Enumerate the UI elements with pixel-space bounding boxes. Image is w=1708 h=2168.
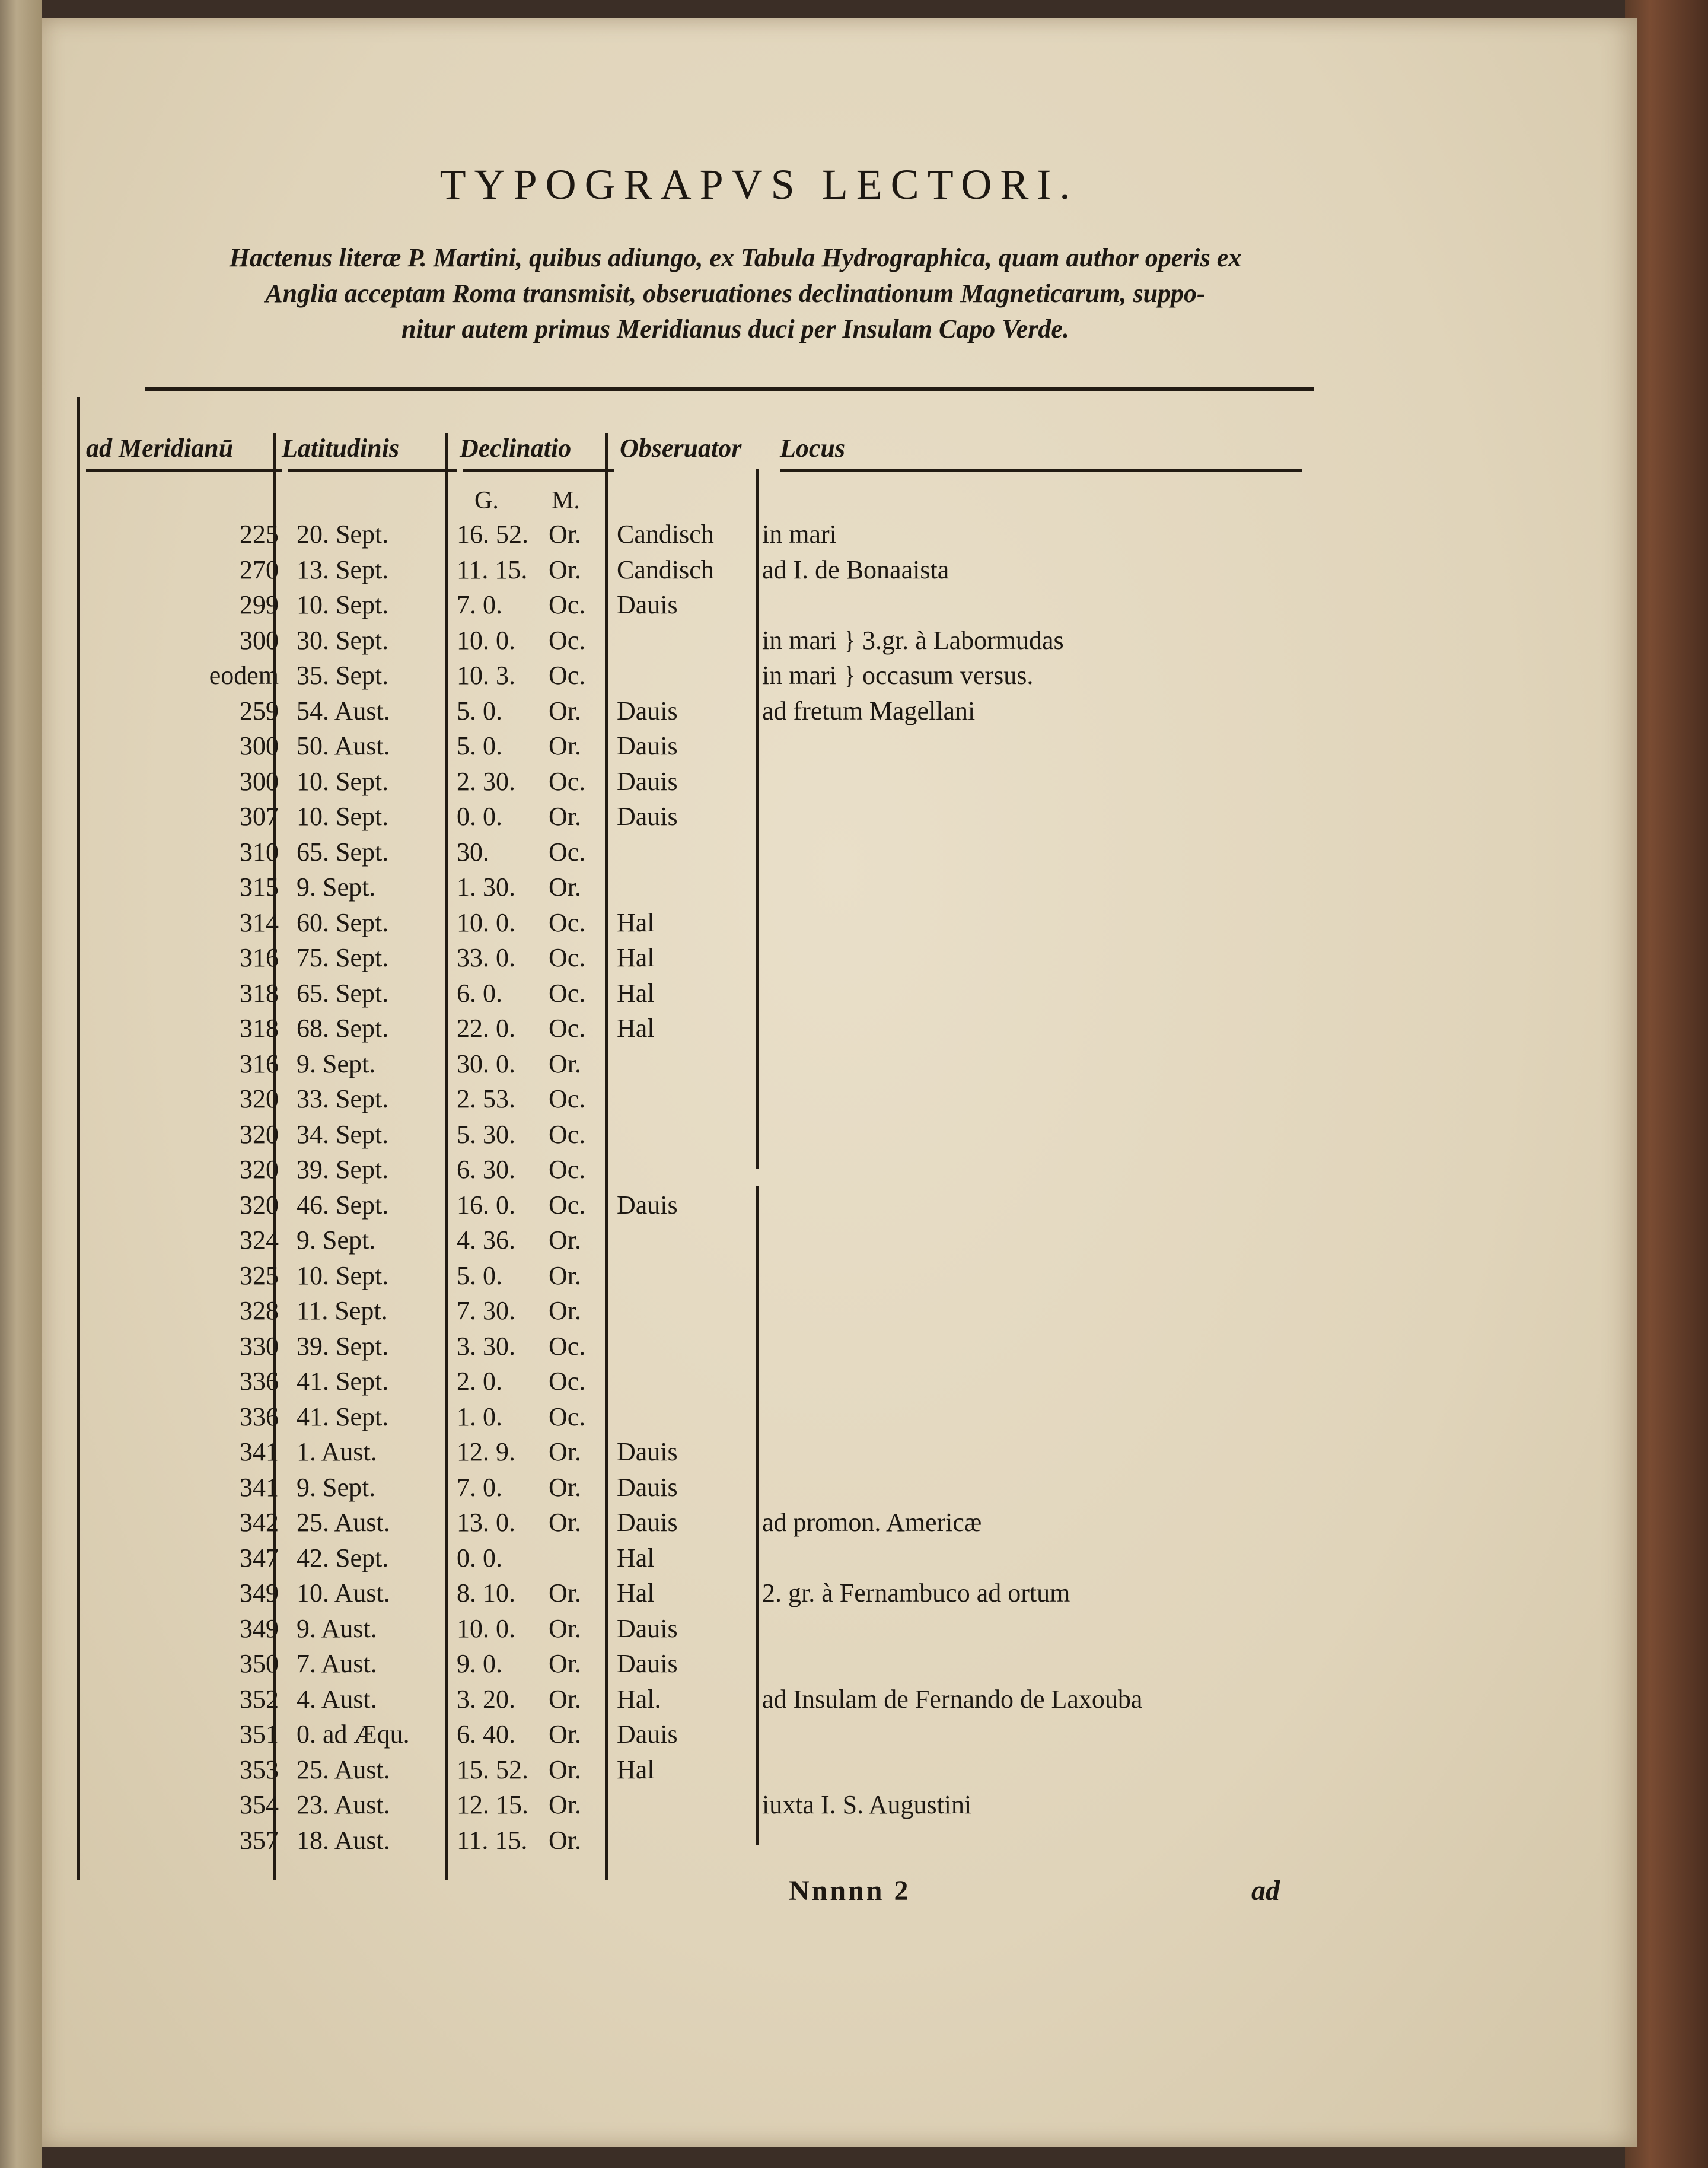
header-underline [288, 469, 457, 472]
meridian-cell: 259 [240, 696, 279, 725]
meridian-cell: 318 [240, 1014, 279, 1043]
table-row [42, 1790, 1637, 1824]
table-row [42, 555, 1637, 589]
declination-cell: 10. 0. [457, 625, 515, 655]
direction-cell: Or. [549, 1260, 581, 1290]
table-row [42, 1084, 1637, 1118]
meridian-cell: eodem [209, 661, 279, 690]
header-rule [145, 387, 1314, 391]
book-cover-left-edge [0, 0, 42, 2168]
declination-cell: 6. 30. [457, 1155, 515, 1184]
meridian-cell: 347 [240, 1543, 279, 1572]
direction-cell: Oc. [549, 766, 586, 796]
direction-cell: Or. [549, 1578, 581, 1607]
latitude-cell: 41. Sept. [297, 1402, 389, 1431]
meridian-cell: 341 [240, 1472, 279, 1502]
place-cell: 2. gr. à Fernambuco ad ortum [762, 1578, 1070, 1607]
latitude-cell: 41. Sept. [297, 1367, 389, 1396]
meridian-cell: 300 [240, 731, 279, 760]
direction-cell: Or. [549, 555, 581, 584]
declination-cell: 16. 0. [457, 1190, 515, 1220]
direction-cell: Or. [549, 731, 581, 760]
declination-cell: 8. 10. [457, 1578, 515, 1607]
latitude-cell: 10. Sept. [297, 1260, 389, 1290]
book-page [42, 18, 1637, 2147]
table-row [42, 1225, 1637, 1259]
signature-mark: Nnnnn 2 [789, 1875, 911, 1906]
table-row [42, 625, 1637, 660]
observer-cell: Hal [617, 908, 655, 937]
latitude-cell: 9. Sept. [297, 1472, 376, 1502]
table-row [42, 696, 1637, 730]
intro-line: Hactenus literæ P. Martini, quibus adiungo, ex Tabula Hydrographica, quam author operis ex [229, 243, 1242, 272]
declination-cell: 30. 0. [457, 1049, 515, 1078]
direction-cell: Or. [549, 1755, 581, 1784]
observer-cell: Dauis [617, 696, 678, 725]
direction-cell: Oc. [549, 625, 586, 655]
latitude-cell: 54. Aust. [297, 696, 390, 725]
latitude-cell: 25. Aust. [297, 1508, 390, 1537]
meridian-cell: 314 [240, 908, 279, 937]
observer-cell: Hal [617, 943, 655, 972]
latitude-cell: 10. Aust. [297, 1578, 390, 1607]
direction-cell: Or. [549, 696, 581, 725]
intro-line: nitur autem primus Meridianus duci per Insulam Capo Verde. [401, 314, 1069, 343]
meridian-cell: 330 [240, 1331, 279, 1361]
direction-cell: Or. [549, 1790, 581, 1819]
table-row [42, 1402, 1637, 1436]
meridian-cell: 349 [240, 1578, 279, 1607]
meridian-cell: 336 [240, 1367, 279, 1396]
direction-cell: Or. [549, 520, 581, 549]
intro-line: Anglia acceptam Roma transmisit, obseruationes declinationum Magneticarum, suppo- [265, 279, 1206, 308]
place-cell: ad promon. Americæ [762, 1508, 982, 1537]
table-row [42, 1719, 1637, 1753]
place-cell: in mari } occasum versus. [762, 661, 1034, 690]
subheader-minutes: M. [552, 487, 580, 514]
latitude-cell: 10. Sept. [297, 766, 389, 796]
declination-cell: 10. 0. [457, 908, 515, 937]
declination-cell: 7. 0. [457, 590, 502, 619]
meridian-cell: 357 [240, 1825, 279, 1855]
direction-cell: Oc. [549, 1331, 586, 1361]
page-title: TYPOGRAPVS LECTORI. [439, 161, 1079, 208]
intro-paragraph [113, 240, 1358, 347]
table-row [42, 1507, 1637, 1542]
meridian-cell: 320 [240, 1119, 279, 1149]
latitude-cell: 30. Sept. [297, 625, 389, 655]
direction-cell: Or. [549, 1472, 581, 1502]
declination-cell: 5. 0. [457, 1260, 502, 1290]
table-row [42, 1648, 1637, 1683]
meridian-cell: 353 [240, 1755, 279, 1784]
latitude-cell: 4. Aust. [297, 1684, 377, 1714]
subheader-degrees: G. [474, 487, 499, 514]
latitude-cell: 33. Sept. [297, 1084, 389, 1113]
latitude-cell: 10. Sept. [297, 802, 389, 831]
observer-cell: Dauis [617, 766, 678, 796]
declination-cell: 30. [457, 837, 489, 867]
observer-cell: Dauis [617, 1190, 678, 1220]
header-underline [780, 469, 1302, 472]
meridian-cell: 300 [240, 625, 279, 655]
observer-cell: Dauis [617, 802, 678, 831]
direction-cell: Oc. [549, 1367, 586, 1396]
declination-cell: 1. 0. [457, 1402, 502, 1431]
latitude-cell: 23. Aust. [297, 1790, 390, 1819]
table-row [42, 908, 1637, 942]
direction-cell: Oc. [549, 837, 586, 867]
table-row [42, 731, 1637, 765]
direction-cell: Oc. [549, 1402, 586, 1431]
header-underline [463, 469, 614, 472]
meridian-cell: 350 [240, 1649, 279, 1678]
meridian-cell: 354 [240, 1790, 279, 1819]
latitude-cell: 35. Sept. [297, 661, 389, 690]
table-row [42, 1755, 1637, 1789]
table-row [42, 872, 1637, 906]
meridian-cell: 318 [240, 978, 279, 1008]
direction-cell: Oc. [549, 1014, 586, 1043]
table-row [42, 1119, 1637, 1154]
declination-cell: 0. 0. [457, 1543, 502, 1572]
latitude-cell: 65. Sept. [297, 978, 389, 1008]
table-row [42, 1331, 1637, 1365]
declination-cell: 10. 3. [457, 661, 515, 690]
direction-cell: Oc. [549, 590, 586, 619]
observer-cell: Hal [617, 1755, 655, 1784]
table-row [42, 590, 1637, 624]
meridian-cell: 310 [240, 837, 279, 867]
meridian-cell: 341 [240, 1437, 279, 1466]
header-underline [86, 469, 282, 472]
declination-cell: 5. 0. [457, 696, 502, 725]
table-row [42, 519, 1637, 553]
meridian-cell: 316 [240, 1049, 279, 1078]
latitude-cell: 42. Sept. [297, 1543, 389, 1572]
declination-cell: 0. 0. [457, 802, 502, 831]
table-row [42, 1049, 1637, 1083]
catchword: ad [1251, 1875, 1280, 1906]
table-row [42, 766, 1637, 801]
table-row [42, 801, 1637, 836]
table-row [42, 1578, 1637, 1612]
direction-cell: Or. [549, 1296, 581, 1325]
observer-cell: Dauis [617, 590, 678, 619]
latitude-cell: 75. Sept. [297, 943, 389, 972]
meridian-cell: 352 [240, 1684, 279, 1714]
meridian-cell: 320 [240, 1190, 279, 1220]
observer-cell: Candisch [617, 555, 714, 584]
place-cell: in mari } 3.gr. à Labormudas [762, 625, 1064, 655]
latitude-cell: 1. Aust. [297, 1437, 377, 1466]
latitude-cell: 0. ad Æqu. [297, 1720, 410, 1749]
declination-cell: 5. 0. [457, 731, 502, 760]
direction-cell: Or. [549, 1649, 581, 1678]
meridian-cell: 270 [240, 555, 279, 584]
table-row [42, 1154, 1637, 1189]
place-cell: ad Insulam de Fernando de Laxouba [762, 1684, 1143, 1714]
direction-cell: Or. [549, 873, 581, 902]
meridian-cell: 320 [240, 1084, 279, 1113]
direction-cell: Oc. [549, 1155, 586, 1184]
place-cell: iuxta I. S. Augustini [762, 1790, 972, 1819]
declination-cell: 12. 15. [457, 1790, 528, 1819]
direction-cell: Oc. [549, 908, 586, 937]
table-row [42, 1437, 1637, 1471]
declination-cell: 15. 52. [457, 1755, 528, 1784]
table-row [42, 1613, 1637, 1648]
observer-cell: Dauis [617, 1508, 678, 1537]
observer-cell: Hal. [617, 1684, 661, 1714]
direction-cell: Or. [549, 802, 581, 831]
observer-cell: Dauis [617, 1613, 678, 1643]
table-row [42, 1472, 1637, 1507]
direction-cell: Or. [549, 1437, 581, 1466]
declination-cell: 1. 30. [457, 873, 515, 902]
observer-cell: Candisch [617, 520, 714, 549]
latitude-cell: 46. Sept. [297, 1190, 389, 1220]
declination-cell: 2. 53. [457, 1084, 515, 1113]
direction-cell: Oc. [549, 1084, 586, 1113]
declination-cell: 2. 0. [457, 1367, 502, 1396]
meridian-cell: 320 [240, 1155, 279, 1184]
declination-cell: 33. 0. [457, 943, 515, 972]
latitude-cell: 9. Aust. [297, 1613, 377, 1643]
latitude-cell: 10. Sept. [297, 590, 389, 619]
declination-cell: 22. 0. [457, 1014, 515, 1043]
latitude-cell: 68. Sept. [297, 1014, 389, 1043]
meridian-cell: 351 [240, 1720, 279, 1749]
direction-cell: Or. [549, 1825, 581, 1855]
direction-cell: Or. [549, 1720, 581, 1749]
table-row [42, 660, 1637, 695]
latitude-cell: 13. Sept. [297, 555, 389, 584]
latitude-cell: 25. Aust. [297, 1755, 390, 1784]
declination-cell: 12. 9. [457, 1437, 515, 1466]
observer-cell: Hal [617, 1014, 655, 1043]
declination-cell: 11. 15. [457, 555, 528, 584]
meridian-cell: 225 [240, 520, 279, 549]
declination-cell: 13. 0. [457, 1508, 515, 1537]
meridian-cell: 300 [240, 766, 279, 796]
direction-cell: Oc. [549, 1119, 586, 1149]
declination-cell: 2. 30. [457, 766, 515, 796]
direction-cell: Or. [549, 1049, 581, 1078]
table-row [42, 1684, 1637, 1718]
col-header-place: Locus [780, 434, 845, 463]
direction-cell: Or. [549, 1225, 581, 1255]
observer-cell: Dauis [617, 1720, 678, 1749]
table-row [42, 1260, 1637, 1295]
meridian-cell: 315 [240, 873, 279, 902]
latitude-cell: 9. Sept. [297, 1049, 376, 1078]
direction-cell: Oc. [549, 943, 586, 972]
direction-cell: Or. [549, 1508, 581, 1537]
latitude-cell: 50. Aust. [297, 731, 390, 760]
declination-cell: 11. 15. [457, 1825, 528, 1855]
latitude-cell: 39. Sept. [297, 1331, 389, 1361]
table-row [42, 1190, 1637, 1224]
meridian-cell: 349 [240, 1613, 279, 1643]
meridian-cell: 342 [240, 1508, 279, 1537]
table-row [42, 943, 1637, 977]
meridian-cell: 328 [240, 1296, 279, 1325]
declination-cell: 6. 0. [457, 978, 502, 1008]
direction-cell: Or. [549, 1613, 581, 1643]
declination-cell: 7. 0. [457, 1472, 502, 1502]
observer-cell: Hal [617, 978, 655, 1008]
table-row [42, 978, 1637, 1013]
observer-cell: Dauis [617, 1437, 678, 1466]
latitude-cell: 9. Sept. [297, 1225, 376, 1255]
table-row [42, 1543, 1637, 1577]
col-header-declination: Declinatio [460, 434, 572, 463]
book-cover-right-edge [1625, 0, 1708, 2168]
declination-cell: 6. 40. [457, 1720, 515, 1749]
latitude-cell: 9. Sept. [297, 873, 376, 902]
latitude-cell: 7. Aust. [297, 1649, 377, 1678]
declination-cell: 7. 30. [457, 1296, 515, 1325]
latitude-cell: 11. Sept. [297, 1296, 388, 1325]
declination-cell: 4. 36. [457, 1225, 515, 1255]
latitude-cell: 60. Sept. [297, 908, 389, 937]
declination-cell: 9. 0. [457, 1649, 502, 1678]
place-cell: ad I. de Bonaaista [762, 555, 949, 584]
declination-cell: 3. 20. [457, 1684, 515, 1714]
table-row [42, 1825, 1637, 1860]
observer-cell: Hal [617, 1578, 655, 1607]
direction-cell: Oc. [549, 661, 586, 690]
meridian-cell: 324 [240, 1225, 279, 1255]
latitude-cell: 65. Sept. [297, 837, 389, 867]
observer-cell: Hal [617, 1543, 655, 1572]
latitude-cell: 20. Sept. [297, 520, 389, 549]
observer-cell: Dauis [617, 1649, 678, 1678]
declination-cell: 5. 30. [457, 1119, 515, 1149]
meridian-cell: 307 [240, 802, 279, 831]
meridian-cell: 325 [240, 1260, 279, 1290]
declination-cell: 10. 0. [457, 1613, 515, 1643]
direction-cell: Or. [549, 1684, 581, 1714]
table-row [42, 1366, 1637, 1400]
latitude-cell: 18. Aust. [297, 1825, 390, 1855]
latitude-cell: 39. Sept. [297, 1155, 389, 1184]
col-header-latitude: Latitudinis [282, 434, 400, 463]
declination-cell: 16. 52. [457, 520, 528, 549]
col-header-observer: Obseruator [620, 434, 742, 463]
table-row [42, 1295, 1637, 1330]
place-cell: in mari [762, 520, 837, 549]
declination-cell: 3. 30. [457, 1331, 515, 1361]
latitude-cell: 34. Sept. [297, 1119, 389, 1149]
direction-cell: Oc. [549, 978, 586, 1008]
place-cell: ad fretum Magellani [762, 696, 976, 725]
table-row [42, 837, 1637, 871]
col-header-meridian: ad Meridianū [86, 434, 234, 463]
observer-cell: Dauis [617, 731, 678, 760]
table-row [42, 1013, 1637, 1048]
meridian-cell: 299 [240, 590, 279, 619]
meridian-cell: 336 [240, 1402, 279, 1431]
observer-cell: Dauis [617, 1472, 678, 1502]
direction-cell: Oc. [549, 1190, 586, 1220]
meridian-cell: 316 [240, 943, 279, 972]
